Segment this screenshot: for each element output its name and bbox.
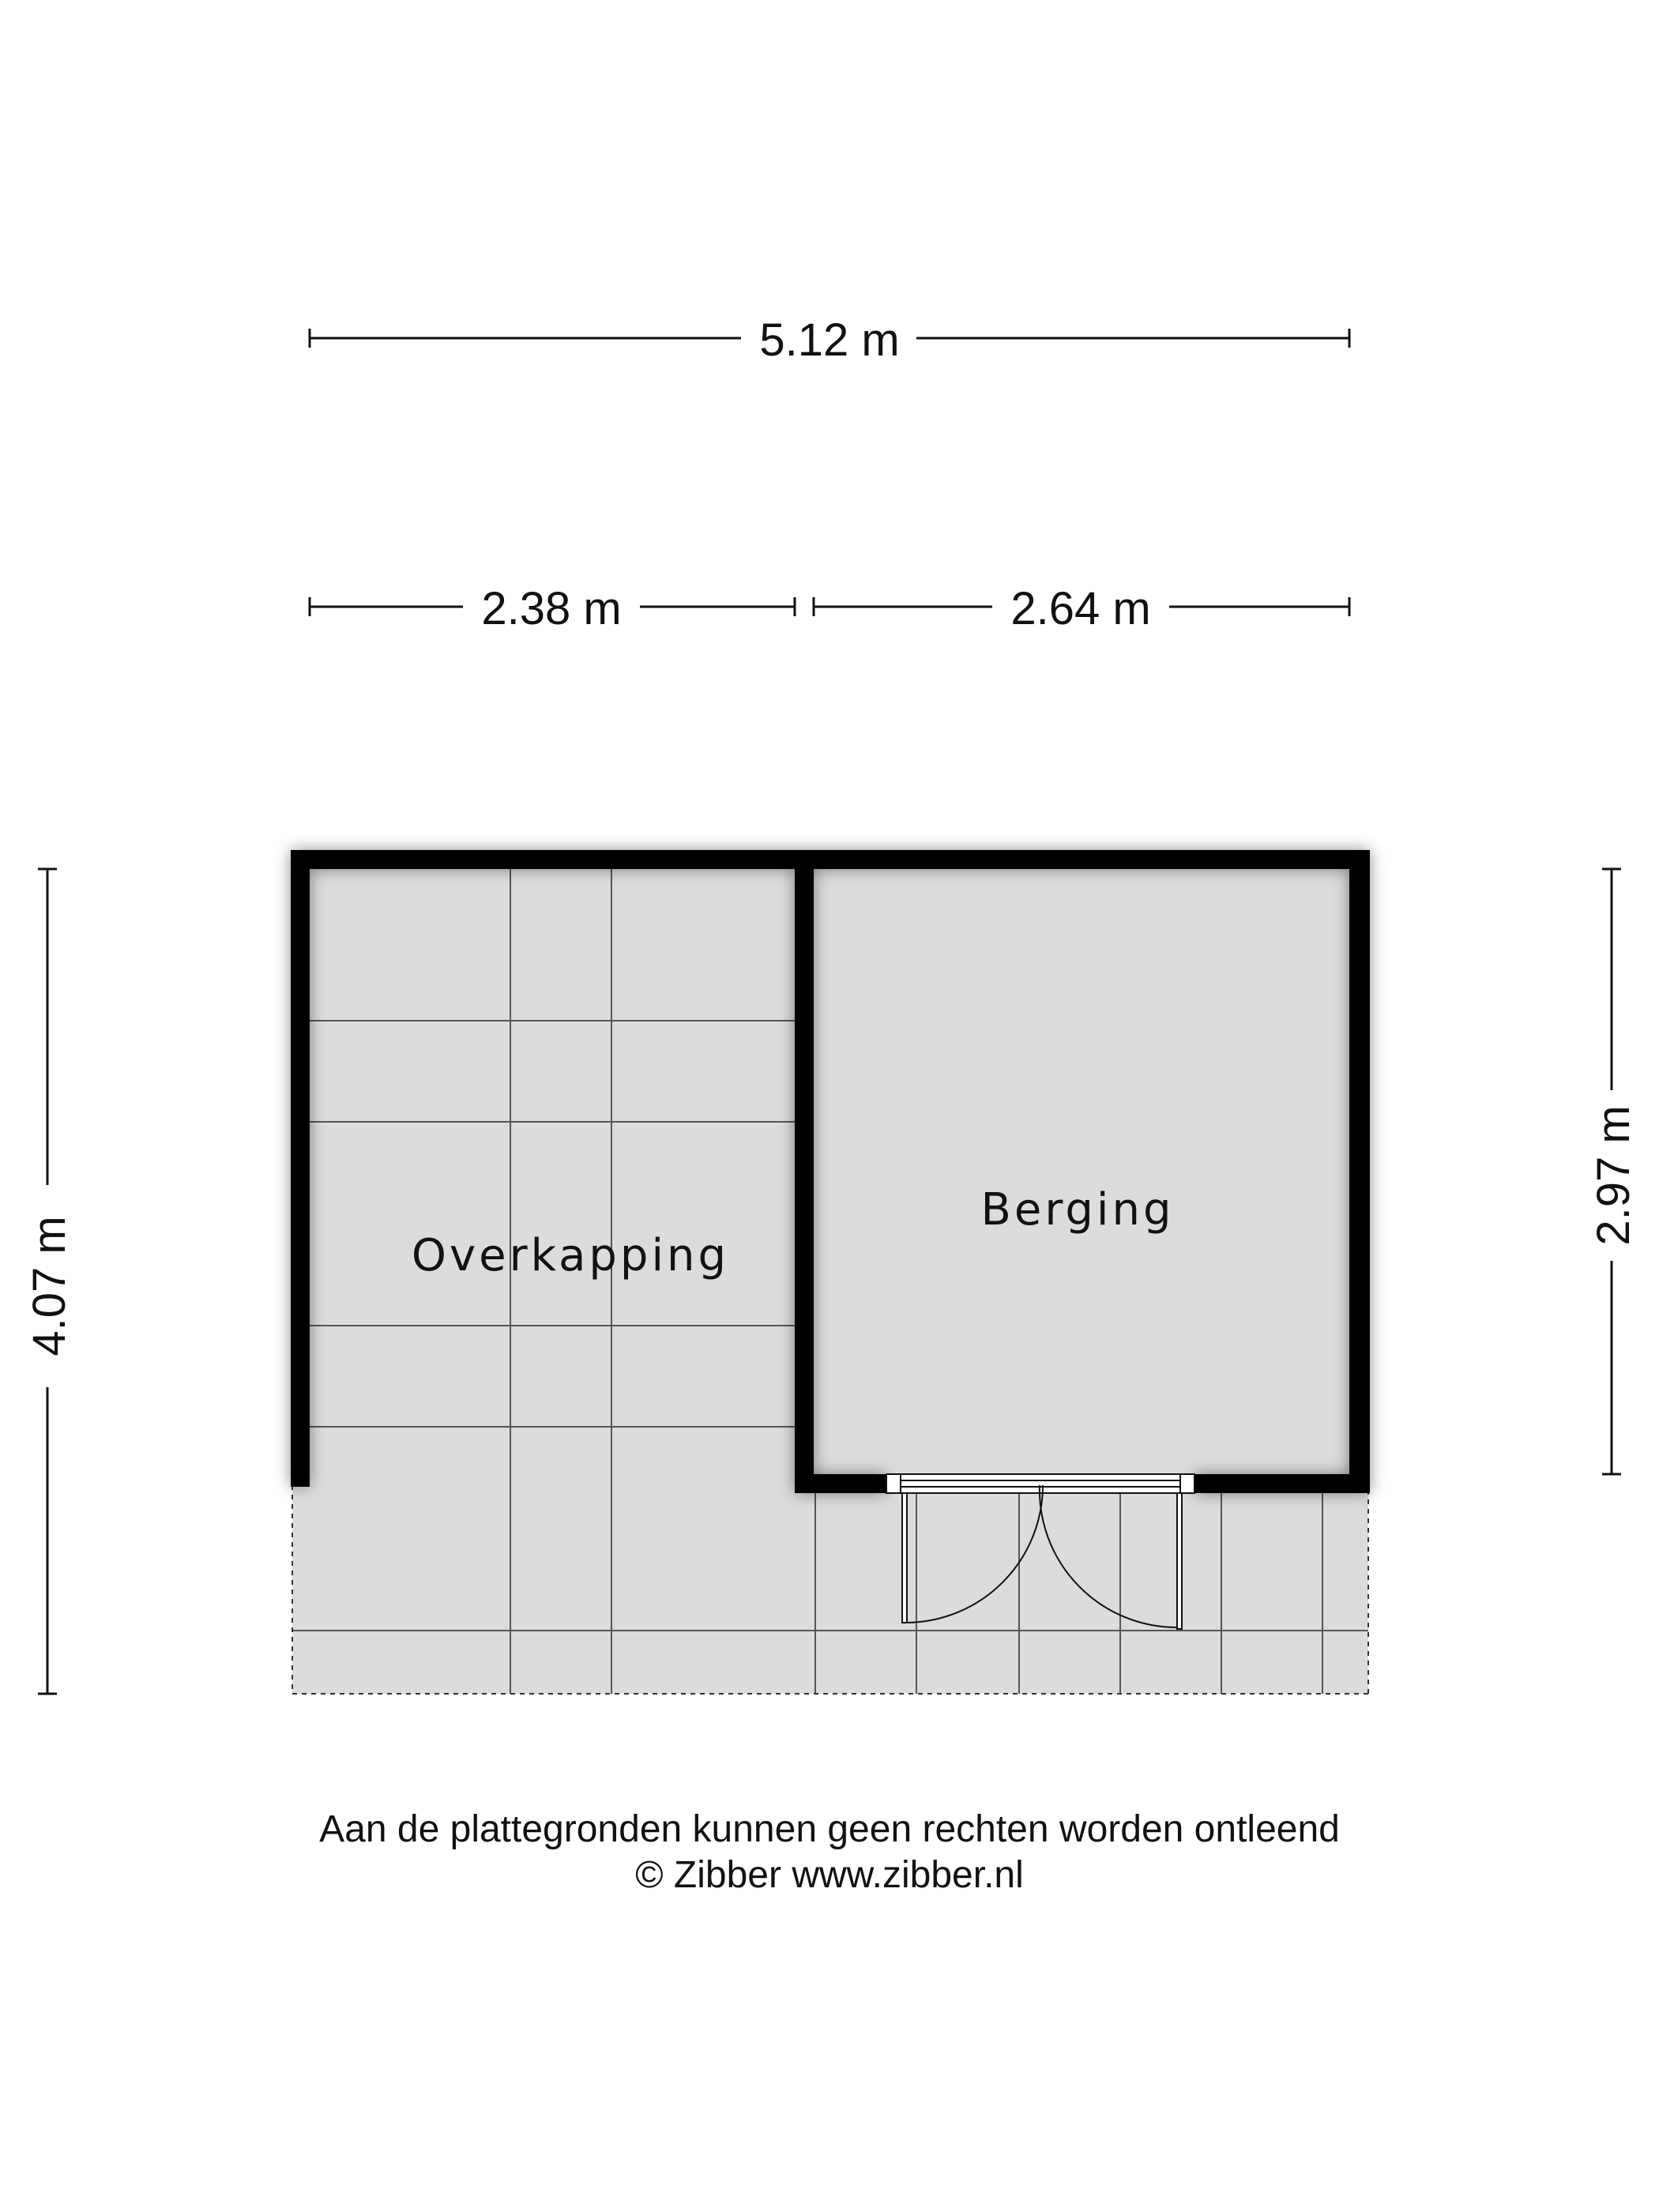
room-label-berging: Berging	[980, 1184, 1175, 1236]
dimension-label-right-width: 2.64 m	[1010, 583, 1151, 634]
dimension-label-total-width: 5.12 m	[759, 314, 900, 366]
copyright-text: © Zibber www.zibber.nl	[635, 1854, 1024, 1896]
room-label-overkapping: Overkapping	[411, 1230, 730, 1281]
dimension-label-right-height: 2.97 m	[1588, 1105, 1639, 1246]
disclaimer-text: Aan de plattegronden kunnen geen rechten worden ontleend	[319, 1808, 1340, 1850]
dimension-label-left-height: 4.07 m	[24, 1216, 75, 1356]
dimension-label-left-width: 2.38 m	[481, 583, 622, 634]
